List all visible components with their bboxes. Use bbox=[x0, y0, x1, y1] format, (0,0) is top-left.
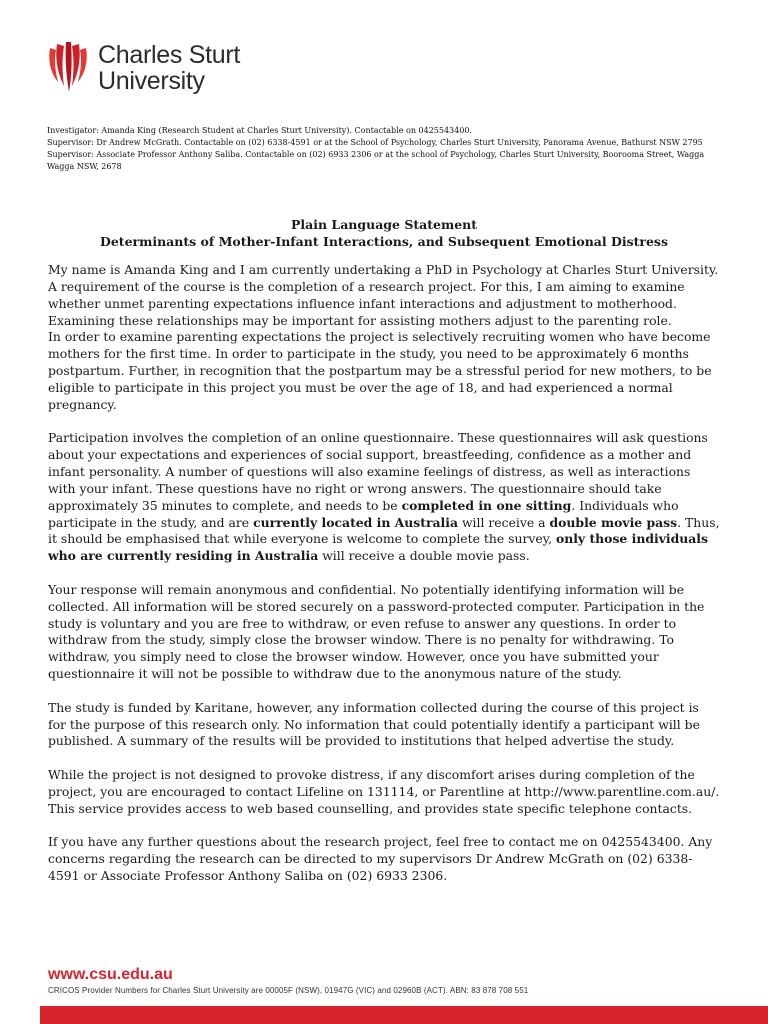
footer bbox=[48, 966, 728, 995]
logo-line-2: University bbox=[98, 67, 205, 95]
logo-line-1: Charles Sturt bbox=[98, 41, 240, 69]
p2-text-i: will receive a double movie pass. bbox=[318, 548, 530, 564]
paragraph-introduction bbox=[48, 262, 720, 414]
csu-flame-icon bbox=[46, 42, 90, 94]
paragraph-confidentiality: Your response will remain anonymous and confidential. No potentially identifying information will be collected. All information will be stored securely on a password-protected computer. Participation in the study is voluntary and you are free to withdraw, or even refuse to answer any questions. In order to withdraw from the study, simply close the browser window. There is no penalty for withdrawing. To withdraw, you simply need to close the browser window. However, once you have submitted your questionnaire it will not be possible to withdraw due to the anonymous nature of the study. bbox=[48, 581, 705, 682]
p2-text-e: will receive a bbox=[458, 514, 550, 530]
paragraph-contact: If you have any further questions about the research project, feel free to contact me on 0425543400. Any concerns regarding the research can be directed to my supervisors Dr Andrew McGrath on (02) 6338-4591 or Associate Professor Anthony Saliba on (02) 6933 2306. bbox=[48, 834, 713, 884]
p2-text-a: Participation involves the completion of an online questionnaire. These questionnaires will ask questions about your expectations and experiences of social support, breastfeeding, confidence as a mother and infant personality. A number of questions will also examine feelings of distress, as well as interactions with your infant. These questions have no right or wrong answers. The questionnaire should take approximately 35 minutes to complete, and needs to be bbox=[48, 430, 708, 513]
document-title bbox=[48, 216, 720, 250]
paragraph-support: While the project is not designed to provoke distress, if any discomfort arises during completion of the project, you are encouraged to contact Lifeline on 131114, or Parentline at http://www.parentline.com.au/. This service provides access to web based counselling, and provides state specific telephone contacts. bbox=[48, 767, 720, 816]
footer-red-bar bbox=[40, 1006, 768, 1024]
p2-bold-residing-australia: only those individuals who are currently residing in Australia bbox=[48, 531, 708, 564]
p2-bold-one-sitting: completed in one sitting bbox=[401, 497, 572, 513]
university-name bbox=[98, 42, 240, 94]
paragraph-eligibility-text: In order to examine parenting expectations the project is selectively recruiting women who have become mothers for the first time. In order to participate in the study, you need to be approximately 6 months postpartum. Further, in recognition that the postpartum may be a stressful period for new mothers, to be eligible to participate in this project you must be over the age of 18, and had experienced a normal pregnancy. bbox=[48, 329, 712, 412]
investigator-contact: Investigator: Amanda King (Research Student at Charles Sturt University). Contactable on 0425543400. bbox=[47, 126, 472, 135]
document-body bbox=[48, 262, 720, 902]
footer-cricos-text: CRICOS Provider Numbers for Charles Sturt University are 00005F (NSW), 01947G (VIC) and 02960B (ACT). ABN: 83 878 708 551 bbox=[48, 986, 529, 995]
title-line-2: Determinants of Mother-Infant Interactions, and Subsequent Emotional Distress bbox=[100, 234, 668, 249]
title-line-1: Plain Language Statement bbox=[290, 217, 478, 232]
p2-bold-movie-pass: double movie pass bbox=[549, 514, 678, 530]
paragraph-intro-text: My name is Amanda King and I am currently undertaking a PhD in Psychology at Charles Sturt University. A requirement of the course is the completion of a research project. For this, I am aiming to examine whether unmet parenting expectations influence infant interactions and adjustment to motherhood. Examining these relationships may be important for assisting mothers adjust to the parenting role. bbox=[48, 262, 719, 328]
supervisor-contact-1: Supervisor: Dr Andrew McGrath. Contactable on (02) 6338-4591 or at the School of Psychology, Charles Sturt University, Panorama Avenue, Bathurst NSW 2795 bbox=[47, 138, 703, 147]
paragraph-funding: The study is funded by Karitane, however, any information collected during the course of this project is for the purpose of this research only. No information that could potentially identify a participant will be published. A summary of the results will be provided to institutions that helped advertise the study. bbox=[48, 699, 700, 749]
supervisor-contact-2: Supervisor: Associate Professor Anthony Saliba. Contactable on (02) 6933 2306 or at the school of Psychology, Charles Sturt University, Boorooma Street, Wagga Wagga NSW, 2678 bbox=[47, 150, 705, 171]
footer-website-link[interactable]: www.csu.edu.au bbox=[48, 966, 173, 983]
paragraph-participation bbox=[48, 430, 720, 565]
contacts-block bbox=[47, 125, 717, 173]
p2-text-c: . Individuals who participate in the study, and are bbox=[48, 497, 679, 530]
p2-bold-located-australia: currently located in Australia bbox=[253, 514, 459, 530]
csu-logo bbox=[46, 38, 240, 98]
p2-text-g: . Thus, it should be emphasised that while everyone is welcome to complete the survey, bbox=[48, 514, 720, 547]
